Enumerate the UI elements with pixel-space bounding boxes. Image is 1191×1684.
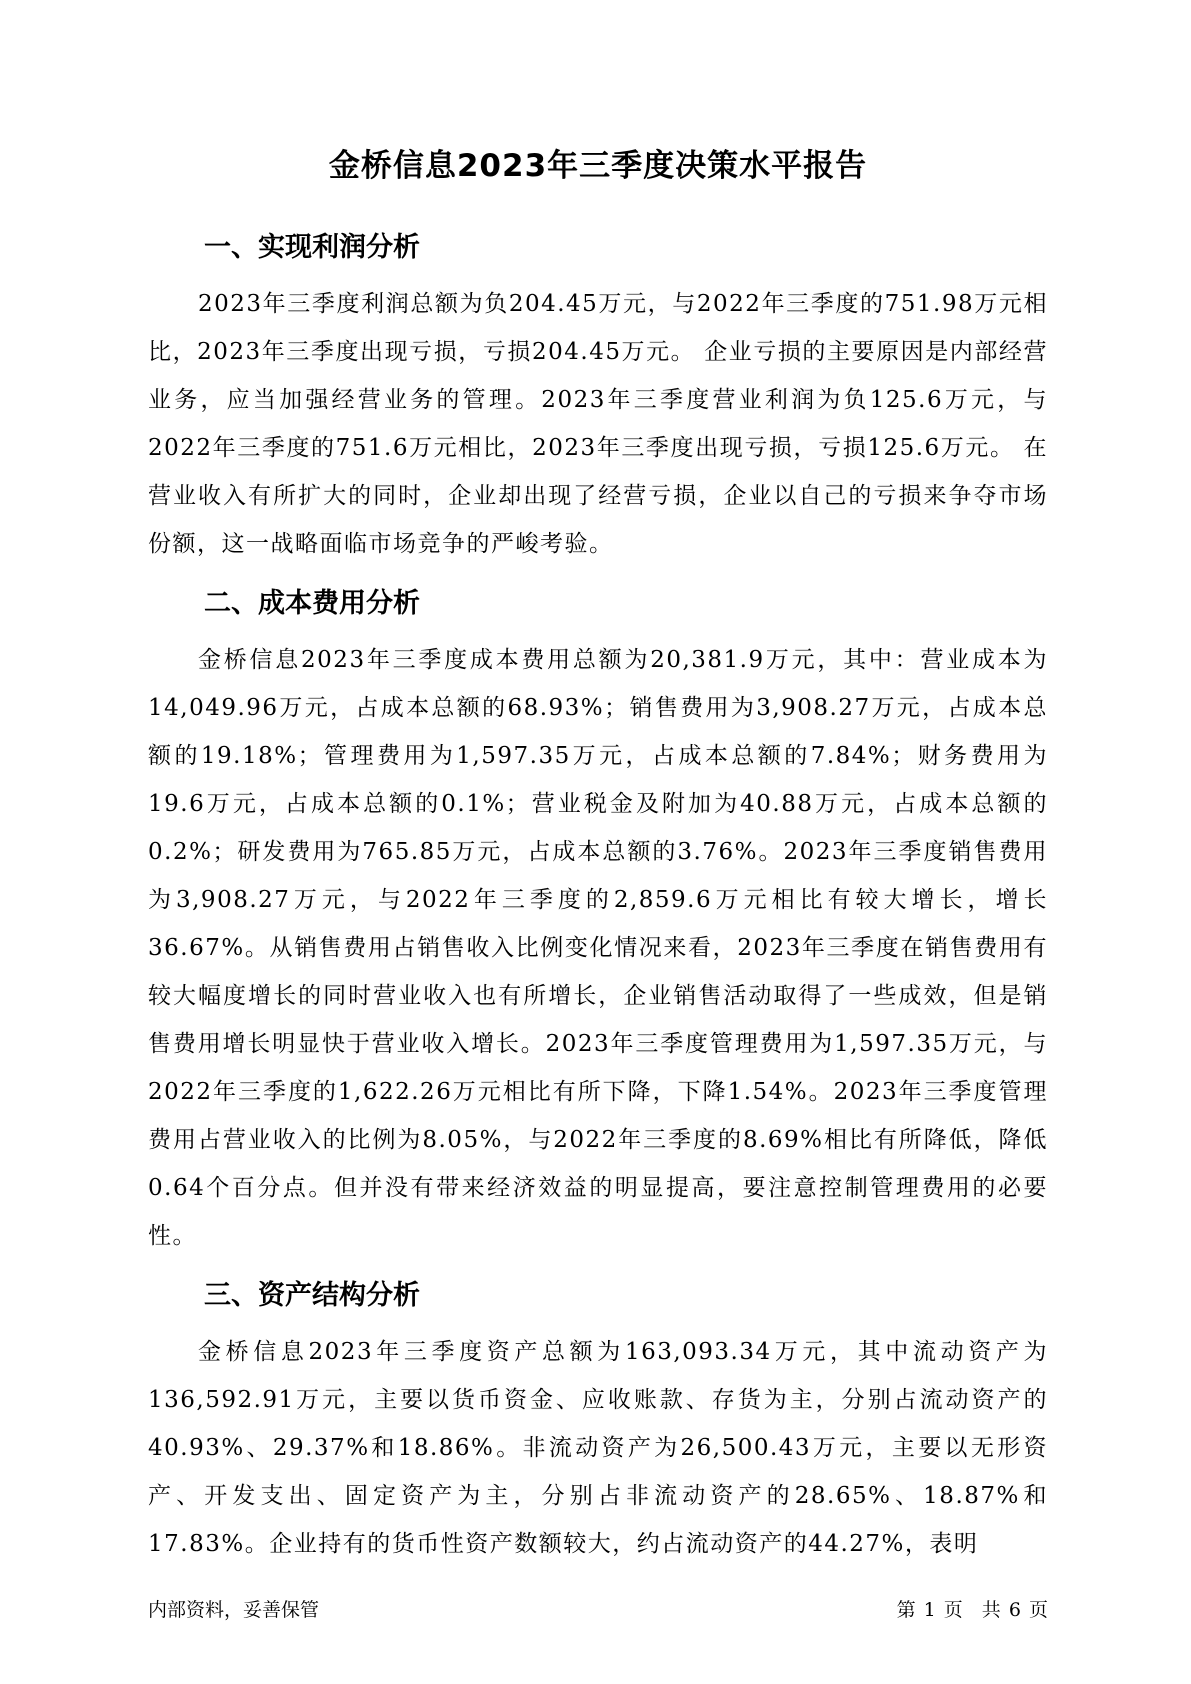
page-label-suffix: 页: [1028, 1599, 1048, 1621]
page-indicator: [895, 1595, 1048, 1622]
section-heading-profit: 一、实现利润分析: [204, 232, 420, 263]
document-body: [148, 140, 1048, 1576]
section-paragraph-assets: 金桥信息2023年三季度资产总额为163,093.34万元，其中流动资产为136,592.91万元，主要以货币资金、应收账款、存货为主，分别占流动资产的40.93%、29.37%和18.86%。非流动资产为26,500.43万元，主要以无形资产、开发支出、固定资产为主，分别占非流动资产的28.65%、18.87%和17.83%。企业持有的货币性资产数额较大，约占流动资产的44.27%，表明: [148, 1339, 1048, 1557]
page-total: 6: [1008, 1599, 1021, 1621]
page-label-mid: 页 共: [943, 1599, 1001, 1621]
footer-confidential-note: 内部资料，妥善保管: [148, 1599, 320, 1621]
page-footer: [148, 1595, 1048, 1622]
section-heading-assets: 三、资产结构分析: [204, 1280, 420, 1311]
page-label-prefix: 第: [896, 1599, 916, 1621]
document-title: 金桥信息2023年三季度决策水平报告: [328, 148, 868, 184]
section-paragraph-cost: 金桥信息2023年三季度成本费用总额为20,381.9万元，其中：营业成本为14,049.96万元，占成本总额的68.93%；销售费用为3,908.27万元，占成本总额的19.18%；管理费用为1,597.35万元，占成本总额的7.84%；财务费用为19.6万元，占成本总额的0.1%；营业税金及附加为40.88万元，占成本总额的0.2%；研发费用为765.85万元，占成本总额的3.76%。2023年三季度销售费用为3,908.27万元，与2022年三季度的2,859.6万元相比有较大增长，增长36.67%。从销售费用占销售收入比例变化情况来看，2023年三季度在销售费用有较大幅度增长的同时营业收入也有所增长，企业销售活动取得了一些成效，但是销售费用增长明显快于营业收入增长。2023年三季度管理费用为1,597.35万元，与2022年三季度的1,622.26万元相比有所下降，下降1.54%。2023年三季度管理费用占营业收入的比例为8.05%，与2022年三季度的8.69%相比有所降低，降低0.64个百分点。但并没有带来经济效益的明显提高，要注意控制管理费用的必要性。: [148, 647, 1048, 1249]
section-paragraph-profit: 2023年三季度利润总额为负204.45万元，与2022年三季度的751.98万元相比，2023年三季度出现亏损，亏损204.45万元。 企业亏损的主要原因是内部经营业务，应当加强经营业务的管理。2023年三季度营业利润为负125.6万元，与2022年三季度的751.6万元相比，2023年三季度出现亏损，亏损125.6万元。 在营业收入有所扩大的同时，企业却出现了经营亏损，企业以自己的亏损来争夺市场份额，这一战略面临市场竞争的严峻考验。: [148, 291, 1048, 557]
section-heading-cost: 二、成本费用分析: [204, 588, 420, 619]
page-number: 1: [923, 1599, 936, 1621]
